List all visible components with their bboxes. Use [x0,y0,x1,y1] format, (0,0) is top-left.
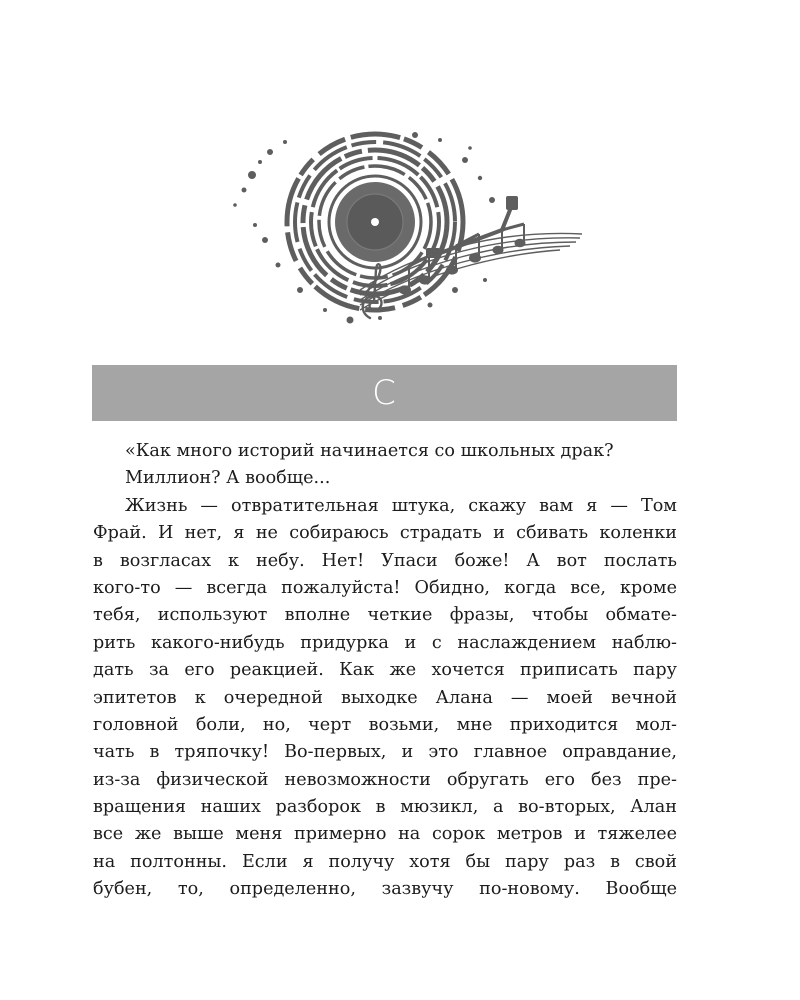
text-line: все же выше меня примерно на сорок метров и тяжелее [93,824,677,845]
body-text [93,438,677,904]
chapter-letter: С [372,373,397,413]
text-line: кого-то — всегда пожалуйста! Обидно, когда все, кроме [93,577,677,598]
text-line: рить какого-нибудь придурка и с наслаждением наблю- [93,632,677,653]
text-line: «Как много историй начинается со школьных драк? [125,441,614,461]
text-line: из-за физической невозможности обругать его без пре- [93,769,677,790]
text-line: дать за его реакцией. Как же хочется приписать пару [93,660,677,681]
text-line: эпитетов к очередной выходке Алана — моей вечной [93,687,677,708]
text-line: Миллион? А вообще... [125,468,331,489]
text-line: тебя, используют вполне четкие фразы, чтобы обмате- [93,605,677,626]
text-line: Фрай. И нет, я не собираюсь страдать и сбивать коленки [93,523,677,544]
text-line: на полтонны. Если я получу хотя бы пару раз в свой [93,851,677,872]
vinyl-record-music-notes-icon [230,130,590,330]
text-line: в возгласах к небу. Нет! Упаси боже! А вот послать [93,550,677,571]
text-line: бубен, то, определенно, зазвучу по-новому. Вообще [93,879,677,900]
text-line: Жизнь — отвратительная штука, скажу вам я — Том [125,495,677,516]
text-line: вращения наших разборок в мюзикл, а во-вторых, Алан [93,797,677,818]
chapter-heading-band [92,365,677,421]
text-line: чать в тряпочку! Во-первых, и это главное оправдание, [93,742,677,763]
text-line: головной боли, но, черт возьми, мне приходится мол- [93,714,677,735]
